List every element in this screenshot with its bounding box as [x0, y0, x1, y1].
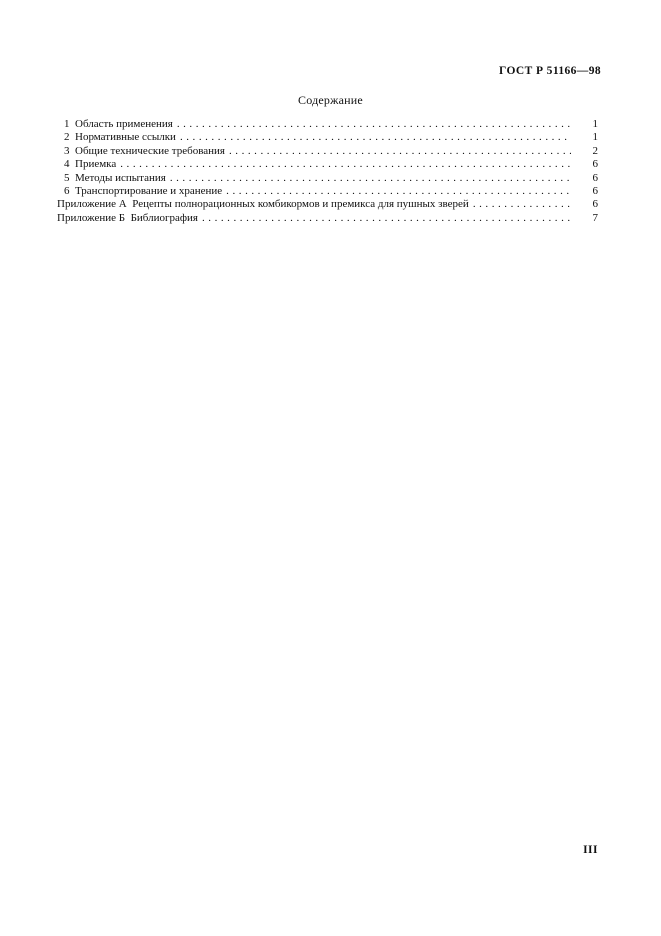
dot-leader: [180, 131, 571, 144]
dot-leader: [202, 212, 571, 225]
toc-entry: [57, 158, 598, 171]
page-number: III: [583, 844, 598, 856]
toc-entry-page: 6: [592, 158, 598, 171]
toc-entry: [57, 198, 598, 211]
toc-entry: [57, 172, 598, 185]
toc-entry: [57, 131, 598, 144]
contents-heading: Содержание: [298, 93, 363, 107]
toc-entry-label: 3 Общие технические требования: [64, 144, 225, 157]
dot-leader: [177, 118, 571, 131]
document-code: ГОСТ Р 51166—98: [499, 65, 601, 77]
toc-entry-page: 6: [592, 198, 598, 211]
toc-entry-page: 7: [592, 211, 598, 224]
toc-entry: [57, 185, 598, 198]
toc-entry-label: 5 Методы испытания: [64, 171, 166, 184]
toc-entry-page: 6: [592, 171, 598, 184]
toc-entry-label: 2 Нормативные ссылки: [64, 131, 176, 144]
toc-entry: [57, 145, 598, 158]
toc-entry-label: 4 Приемка: [64, 158, 117, 171]
toc-entry-label: Приложение Б Библиография: [57, 211, 198, 224]
dot-leader: [226, 185, 571, 198]
toc-entry-label: Приложение А Рецепты полнорационных комбикормов и премикса для пушных зверей: [57, 198, 469, 211]
toc-entry-page: 1: [592, 118, 598, 130]
dot-leader: [229, 145, 571, 158]
toc-entry: [57, 212, 598, 225]
toc-entry-label: 1 Область применения: [64, 118, 173, 130]
toc-entry-page: 1: [592, 131, 598, 144]
dot-leader: [120, 158, 571, 171]
dot-leader: [473, 198, 571, 211]
toc-entry-page: 6: [592, 185, 598, 198]
toc-entry-label: 6 Транспортирование и хранение: [64, 185, 223, 198]
dot-leader: [170, 172, 571, 185]
toc-entry-page: 2: [592, 144, 598, 157]
table-of-contents: [57, 118, 598, 225]
toc-entry: [57, 118, 598, 131]
